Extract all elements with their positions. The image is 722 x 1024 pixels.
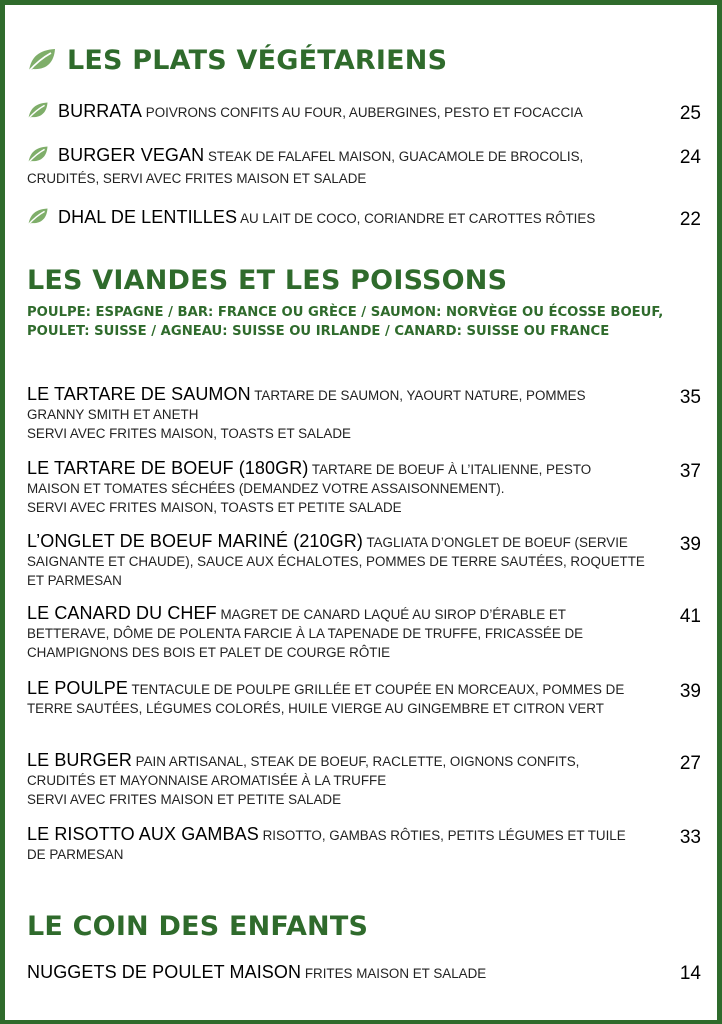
item-extra: SERVI AVEC FRITES MAISON, TOASTS ET SALADE [27, 426, 351, 441]
item-name: LE BURGER [27, 750, 132, 770]
menu-item-nuggets [27, 963, 645, 983]
item-price: 35 [679, 387, 701, 408]
item-price: 39 [679, 681, 701, 702]
meat-fish-section-title: LES VIANDES ET LES POISSONS [27, 265, 508, 296]
vegetarian-section-title [27, 45, 447, 80]
item-description: FRITES MAISON ET SALADE [304, 966, 487, 981]
menu-item-tartare-saumon [27, 385, 645, 443]
item-description: PAIN ARTISANAL, STEAK DE BOEUF, RACLETTE, OIGNONS CONFITS, CRUDITÉS ET MAYONNAISE AROMATISÉE À LA TRUFFE [27, 754, 580, 788]
item-description: TAGLIATA D’ONGLET DE BOEUF (SERVIE SAIGNANTE ET CHAUDE), SAUCE AUX ÉCHALOTES, POMMES DE TERRE SAUTÉES, ROQUETTE ET PARMESAN [27, 535, 645, 588]
menu-item-burrata [27, 101, 645, 125]
item-price: 39 [679, 534, 701, 555]
item-description: POIVRONS CONFITS AU FOUR, AUBERGINES, PESTO ET FOCACCIA [145, 105, 583, 120]
item-name: LE CANARD DU CHEF [27, 603, 217, 623]
item-name: LE TARTARE DE SAUMON [27, 384, 251, 404]
item-extra: SERVI AVEC FRITES MAISON ET PETITE SALADE [27, 792, 342, 807]
menu-item-burger-vegan [27, 145, 627, 188]
item-name: LE POULPE [27, 678, 128, 698]
item-price: 27 [679, 753, 701, 774]
item-price: 37 [679, 461, 701, 482]
item-name: NUGGETS DE POULET MAISON [27, 962, 302, 982]
item-name: LE RISOTTO AUX GAMBAS [27, 824, 259, 844]
item-price: 14 [679, 963, 701, 984]
menu-item-onglet [27, 532, 645, 590]
item-name: LE TARTARE DE BOEUF (180GR) [27, 458, 309, 478]
vegetarian-title-text: LES PLATS VÉGÉTARIENS [67, 45, 448, 76]
item-description: RISOTTO, GAMBAS RÔTIES, PETITS LÉGUMES ET TUILE DE PARMESAN [27, 828, 626, 862]
item-price: 25 [679, 103, 701, 124]
item-description: STEAK DE FALAFEL MAISON, GUACAMOLE DE BROCOLIS, CRUDITÉS, SERVI AVEC FRITES MAISON ET SALADE [27, 149, 584, 186]
item-name: DHAL DE LENTILLES [58, 207, 238, 227]
menu-item-canard [27, 604, 645, 662]
menu-item-burger [27, 751, 645, 809]
item-price: 22 [679, 209, 701, 230]
menu-item-tartare-boeuf [27, 459, 645, 517]
leaf-icon [27, 47, 57, 80]
item-name: BURGER VEGAN [58, 145, 205, 165]
leaf-icon [27, 145, 49, 169]
item-name: BURRATA [58, 101, 143, 121]
item-description: MAGRET DE CANARD LAQUÉ AU SIROP D’ÉRABLE ET BETTERAVE, DÔME DE POLENTA FARCIE À LA TAPENADE DE TRUFFE, FRICASSÉE DE CHAMPIGNONS DES BOIS ET PALET DE COURGE RÔTIE [27, 607, 584, 660]
kids-section-title: LE COIN DES ENFANTS [27, 911, 369, 942]
item-price: 24 [679, 147, 701, 168]
item-description: AU LAIT DE COCO, CORIANDRE ET CAROTTES RÔTIES [240, 211, 596, 226]
item-description: TARTARE DE SAUMON, YAOURT NATURE, POMMES GRANNY SMITH ET ANETH [27, 388, 586, 422]
menu-item-dhal [27, 207, 645, 231]
item-description: TENTACULE DE POULPE GRILLÉE ET COUPÉE EN MORCEAUX, POMMES DE TERRE SAUTÉES, LÉGUMES COLORÉS, HUILE VIERGE AU GINGEMBRE ET CITRON VERT [27, 682, 625, 716]
item-description: TARTARE DE BOEUF À L’ITALIENNE, PESTO MAISON ET TOMATES SÉCHÉES (DEMANDEZ VOTRE ASSAISONNEMENT). [27, 462, 592, 496]
leaf-icon [27, 207, 49, 231]
origins-note: POULPE: ESPAGNE / BAR: FRANCE OU GRÈCE / SAUMON: NORVÈGE OU ÉCOSSE BOEUF, POULET: SUISSE / AGNEAU: SUISSE OU IRLANDE / CANARD: SUISSE OU FRANCE [27, 305, 664, 339]
item-price: 41 [679, 606, 701, 627]
item-extra: SERVI AVEC FRITES MAISON, TOASTS ET PETITE SALADE [27, 500, 402, 515]
leaf-icon [27, 101, 49, 125]
menu-item-risotto [27, 825, 645, 864]
menu-item-poulpe [27, 679, 645, 718]
item-name: L’ONGLET DE BOEUF MARINÉ (210GR) [27, 531, 363, 551]
item-price: 33 [679, 827, 701, 848]
